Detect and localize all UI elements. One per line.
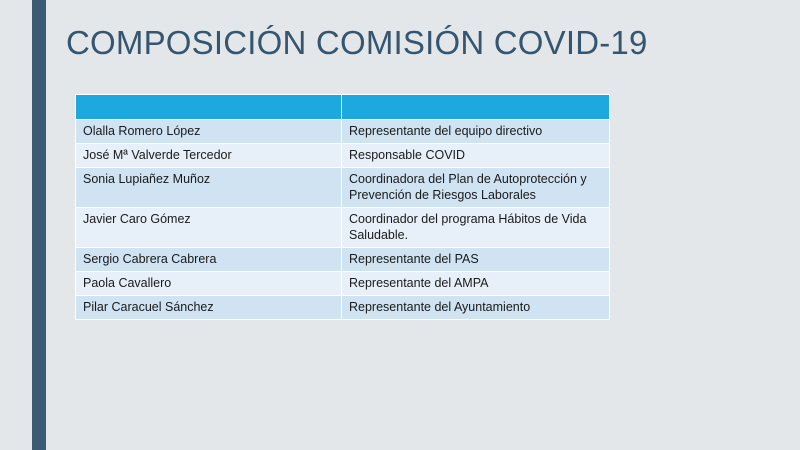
table-row	[76, 208, 610, 248]
member-name: Sonia Lupiañez Muñoz	[76, 168, 342, 208]
member-name: Olalla Romero López	[76, 120, 342, 144]
table-row	[76, 120, 610, 144]
member-role: Coordinadora del Plan de Autoprotección y Prevención de Riesgos Laborales	[342, 168, 610, 208]
member-name: Javier Caro Gómez	[76, 208, 342, 248]
table-row	[76, 168, 610, 208]
table-header-cell	[342, 95, 610, 120]
member-role: Representante del Ayuntamiento	[342, 296, 610, 320]
slide-accent-bar	[32, 0, 46, 450]
member-role: Responsable COVID	[342, 144, 610, 168]
member-name: José Mª Valverde Tercedor	[76, 144, 342, 168]
slide-title: COMPOSICIÓN COMISIÓN COVID-19	[66, 24, 648, 61]
table-header-row	[76, 95, 610, 120]
member-role: Representante del equipo directivo	[342, 120, 610, 144]
table-row	[76, 272, 610, 296]
member-name: Paola Cavallero	[76, 272, 342, 296]
member-role: Representante del AMPA	[342, 272, 610, 296]
table-row	[76, 248, 610, 272]
member-role: Coordinador del programa Hábitos de Vida Saludable.	[342, 208, 610, 248]
member-role: Representante del PAS	[342, 248, 610, 272]
commission-table	[75, 94, 610, 320]
table-row	[76, 296, 610, 320]
member-name: Pilar Caracuel Sánchez	[76, 296, 342, 320]
table-row	[76, 144, 610, 168]
table-header-cell	[76, 95, 342, 120]
member-name: Sergio Cabrera Cabrera	[76, 248, 342, 272]
